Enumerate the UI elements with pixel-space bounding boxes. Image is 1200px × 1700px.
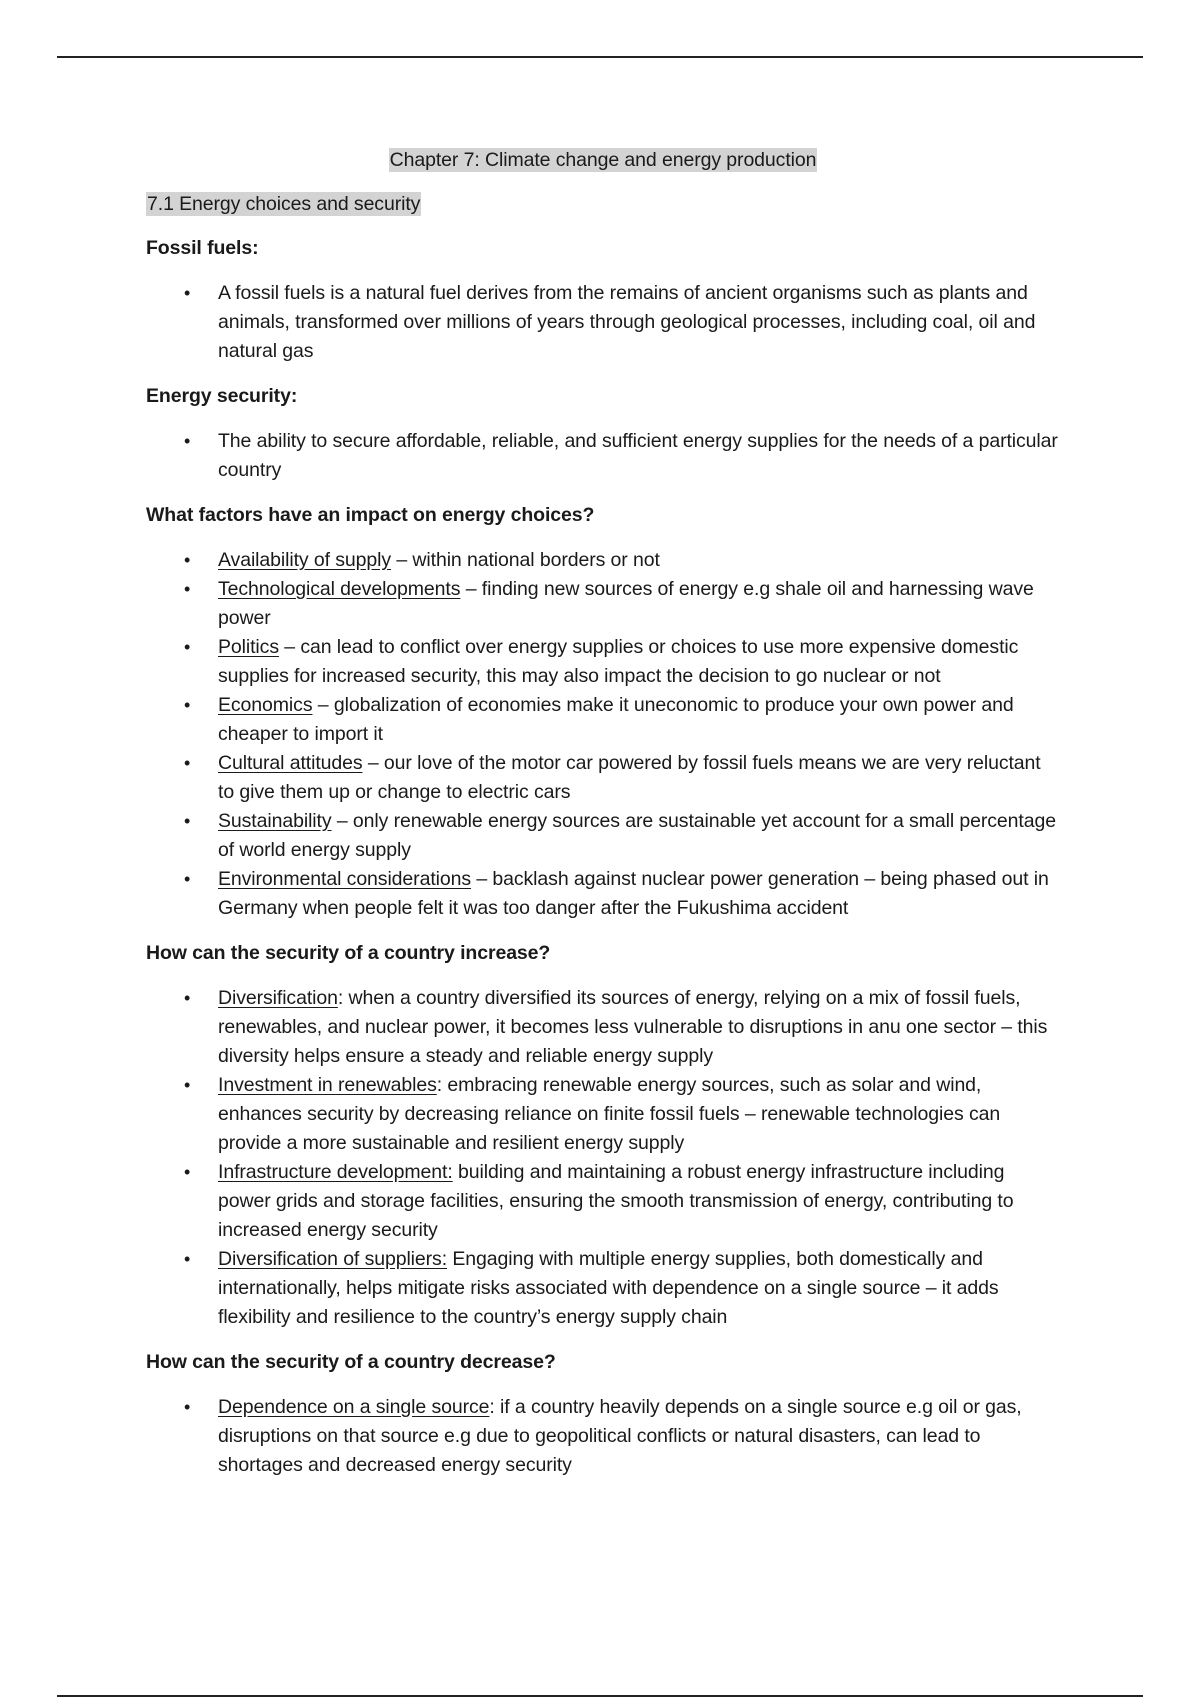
- item-text: – our love of the motor car powered by fossil fuels means we are very reluctant to give them up or change to electric cars: [218, 752, 1041, 803]
- bullet-icon: •: [184, 988, 191, 1008]
- section-heading: Energy security:: [146, 385, 298, 407]
- list-item: [146, 1158, 1060, 1245]
- bullet-icon: •: [184, 579, 191, 599]
- item-text: – globalization of economies make it uneconomic to produce your own power and cheaper to import it: [218, 694, 1014, 745]
- chapter-title-line: [146, 146, 1060, 175]
- item-term: Infrastructure development:: [218, 1161, 453, 1183]
- item-term: Cultural attitudes: [218, 752, 363, 774]
- item-text: building and maintaining a robust energy infrastructure including power grids and storage facilities, ensuring the smooth transmission of energy, contributing to increased energy security: [218, 1161, 1014, 1241]
- item-term: Dependence on a single source: [218, 1396, 490, 1418]
- item-text: – within national borders or not: [391, 549, 660, 571]
- bullet-list: [146, 279, 1060, 366]
- item-text: : when a country diversified its sources of energy, relying on a mix of fossil fuels, renewables, and nuclear power, it becomes less vulnerable to disruptions in anu one sector – this diversity helps ensure a steady and reliable energy supply: [218, 987, 1048, 1067]
- item-text: – can lead to conflict over energy supplies or choices to use more expensive domestic supplies for increased security, this may also impact the decision to go nuclear or not: [218, 636, 1019, 687]
- item-text: A fossil fuels is a natural fuel derives from the remains of ancient organisms such as plants and animals, transformed over millions of years through geological processes, including coal, oil and natural gas: [218, 282, 1036, 362]
- bullet-icon: •: [184, 1162, 191, 1182]
- bullet-list: [146, 546, 1060, 923]
- section-heading: How can the security of a country decrease?: [146, 1351, 556, 1373]
- list-item: [146, 1393, 1060, 1480]
- section-heading: What factors have an impact on energy choices?: [146, 504, 595, 526]
- bullet-icon: •: [184, 869, 191, 889]
- chapter-title: Chapter 7: Climate change and energy production: [389, 149, 817, 171]
- item-term: Availability of supply: [218, 549, 392, 571]
- item-text: : embracing renewable energy sources, such as solar and wind, enhances security by decreasing reliance on finite fossil fuels – renewable technologies can provide a more sustainable and resilient energy supply: [218, 1074, 1001, 1154]
- list-item: [146, 575, 1060, 633]
- list-item: [146, 1245, 1060, 1332]
- list-item: [146, 546, 1060, 575]
- bullet-icon: •: [184, 811, 191, 831]
- section-heading: How can the security of a country increase?: [146, 942, 551, 964]
- bullet-icon: •: [184, 1249, 191, 1269]
- list-item: [146, 865, 1060, 923]
- bullet-icon: •: [184, 637, 191, 657]
- list-item: [146, 691, 1060, 749]
- section-title: 7.1 Energy choices and security: [147, 193, 421, 215]
- bullet-icon: •: [184, 283, 191, 303]
- sections-container: [146, 234, 1060, 1480]
- list-item: [146, 749, 1060, 807]
- bullet-list: [146, 427, 1060, 485]
- bullet-icon: •: [184, 753, 191, 773]
- item-term: Politics: [218, 636, 279, 658]
- list-item: [146, 1071, 1060, 1158]
- bullet-list: [146, 984, 1060, 1332]
- item-term: Diversification: [218, 987, 338, 1009]
- item-term: Diversification of suppliers:: [218, 1248, 448, 1270]
- bullet-icon: •: [184, 431, 191, 451]
- item-text: : if a country heavily depends on a single source e.g oil or gas, disruptions on that source e.g due to geopolitical conflicts or natural disasters, can lead to shortages and decreased energy security: [218, 1396, 1022, 1476]
- item-term: Economics: [218, 694, 313, 716]
- item-term: Technological developments: [218, 578, 461, 600]
- item-term: Investment in renewables: [218, 1074, 437, 1096]
- document-body: [146, 146, 1060, 1496]
- list-item: [146, 807, 1060, 865]
- item-term: Environmental considerations: [218, 868, 472, 890]
- item-term: Sustainability: [218, 810, 332, 832]
- bullet-icon: •: [184, 1397, 191, 1417]
- list-item: [146, 427, 1060, 485]
- section-heading: Fossil fuels:: [146, 237, 259, 259]
- item-text: The ability to secure affordable, reliable, and sufficient energy supplies for the needs of a particular country: [218, 430, 1058, 481]
- list-item: [146, 984, 1060, 1071]
- item-text: Engaging with multiple energy supplies, both domestically and internationally, helps mitigate risks associated with dependence on a single source – it adds flexibility and resilience to the country’s energy supply chain: [218, 1248, 999, 1328]
- bullet-list: [146, 1393, 1060, 1480]
- item-text: – finding new sources of energy e.g shale oil and harnessing wave power: [218, 578, 1034, 629]
- section-title-line: [146, 190, 1060, 219]
- list-item: [146, 633, 1060, 691]
- list-item: [146, 279, 1060, 366]
- header-rule: [57, 56, 1143, 58]
- item-text: – only renewable energy sources are sustainable yet account for a small percentage of world energy supply: [218, 810, 1056, 861]
- bullet-icon: •: [184, 550, 191, 570]
- bullet-icon: •: [184, 1075, 191, 1095]
- footer-rule: [57, 1695, 1143, 1697]
- item-text: – backlash against nuclear power generation – being phased out in Germany when people felt it was too danger after the Fukushima accident: [218, 868, 1049, 919]
- bullet-icon: •: [184, 695, 191, 715]
